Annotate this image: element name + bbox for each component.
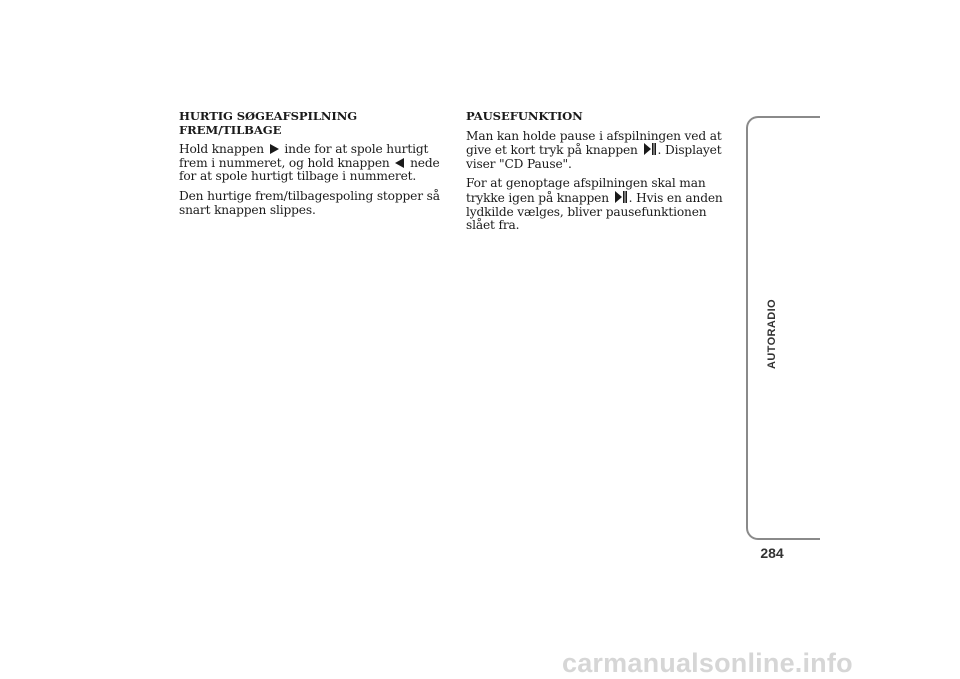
- paragraph-seek-instructions: [179, 143, 447, 184]
- paragraph-seek-stop: Den hurtige frem/tilbagespoling stopper så snart knappen slippes.: [179, 188, 440, 217]
- right-column: [466, 110, 736, 239]
- text-fragment: nede for at spole hurtigt tilbage i nummeret.: [179, 155, 440, 184]
- watermark: carmanualsonline.info: [562, 648, 853, 678]
- paragraph-pause-instructions: [466, 130, 736, 172]
- section-heading-fast-seek: HURTIG SØGEAFSPILNING FREM/TILBAGE: [179, 109, 358, 137]
- text-fragment: . Displayet viser "CD Pause".: [466, 143, 722, 171]
- text-fragment: Man kan holde pause i afspilningen ved at give et kort tryk på knappen: [466, 128, 722, 158]
- play-forward-icon: [270, 144, 279, 154]
- side-tab-label: AUTORADIO: [766, 298, 778, 370]
- play-pause-icon: [615, 191, 627, 203]
- play-pause-icon: [644, 143, 656, 155]
- left-column: [179, 110, 447, 223]
- paragraph-resume-instructions: [466, 177, 736, 232]
- text-fragment: For at genoptage afspilningen skal man trykke igen på knappen: [466, 176, 706, 205]
- section-heading-pause: PAUSEFUNKTION: [466, 109, 583, 123]
- side-tab: [746, 116, 820, 540]
- play-back-icon: [395, 158, 404, 168]
- text-fragment: Hold knappen: [179, 142, 264, 157]
- text-fragment: . Hvis en anden lydkilde vælges, bliver pausefunktionen slået fra.: [466, 190, 723, 233]
- text-fragment: inde for at spole hurtigt frem i nummeret, og hold knappen: [179, 142, 429, 170]
- page-number: 284: [760, 545, 784, 561]
